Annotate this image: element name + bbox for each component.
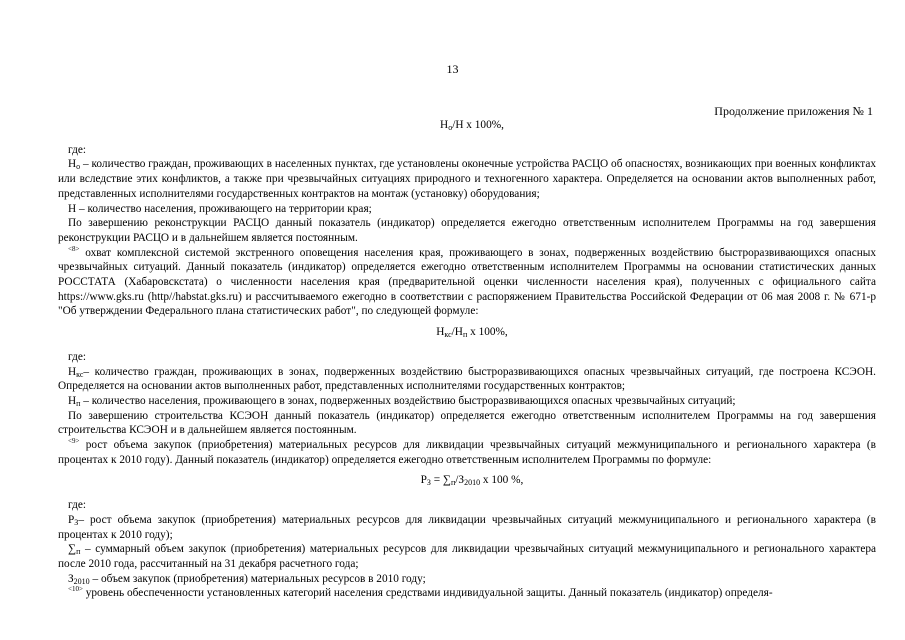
definition-text: – количество населения, проживающего в зонах, подверженных воздействию быстроразвивающихся опасных чрезвычайных ситуаций; [80,394,736,407]
document-body [58,118,876,601]
formula-2 [58,325,876,340]
footnote-text: уровень обеспеченности установленных категорий населения средствами индивидуальной защиты. Данный показатель (индикатор) определя- [82,587,773,600]
definition-nks [58,365,876,394]
formula-3-divisor: /З [455,474,465,487]
definition-n: Н – количество населения, проживающего на территории края; [68,202,372,215]
footnote-text: рост объема закупок (приобретения) материальных ресурсов для ликвидации чрезвычайных ситуаций межмуниципального и регионального характера (в процентах к 2010 году). Данный показатель (индикатор) определяется ежегодно ответственным исполнителем Программы по формуле: [58,439,876,466]
formula-2-subscript-a: кс [444,330,452,340]
formula-3-subscript-a: З [426,478,431,488]
symbol: ∑ [68,543,77,556]
where-label-2: где: [68,350,86,363]
formula-1-subscript: о [448,123,453,132]
formula-3-subscript-b: п [450,478,456,488]
symbol-subscript: кс [76,369,84,379]
symbol-subscript: 2010 [73,576,90,586]
formula-3-subscript-c: 2010 [464,478,481,488]
definition-z2010 [58,572,876,587]
symbol: Н [68,365,77,378]
footnote-8 [58,246,876,320]
where-label-3: где: [68,499,86,512]
footnote-mark: <9> [68,437,80,446]
formula-3-symbol: Р [420,474,427,487]
symbol-subscript: З [74,517,79,527]
definition-sum [58,542,876,571]
symbol: Н [68,394,77,407]
symbol-subscript: о [76,162,81,172]
where-label-1: где: [68,143,86,156]
footnote-9 [58,438,876,467]
page-number: 13 [446,62,459,76]
definition-text: – объем закупок (приобретения) материальных ресурсов в 2010 году; [89,572,426,585]
formula-2-symbol: Н [436,326,445,339]
formula-2-rest: х 100%, [467,326,508,339]
definition-np [58,394,876,409]
formula-2-subscript-b: п [462,330,468,340]
formula-1-rest: /Н х 100%, [452,119,504,131]
footnote-text: охват комплексной системой экстренного оповещения населения края, проживающего в зонах, подверженных воздействию быстроразвивающихся опасных чрезвычайных ситуаций. Данный показатель (индикатор) определяется ежегодно ответственным исполнителем Программы на основании статистических данных РОССТАТА (Хабаровскстата) о численности населения края (предварительной оценки численности населения края), полученных с официального сайта https://www.gks.ru (http//habstat.gks.ru) и рассчитываемого ежегодно в соответствии с распоряжением Правительства Российской Федерации от 06 мая 2008 г. № 671-р "Об утверждении Федерального плана статистических работ", по следующей формуле: [58,246,876,318]
appendix-label: Продолжение приложения № 1 [714,104,873,118]
definition-rz [58,513,876,542]
footnote-mark: <8> [68,244,80,253]
formula-1 [58,118,876,133]
formula-3 [58,473,876,488]
paragraph-kseon: По завершению строительства КСЭОН данный показатель (индикатор) определяется ежегодно ответственным исполнителем Программы на год завершения строительства КСЭОН и в дальнейшем является постоянным. [58,409,876,437]
formula-1-symbol: Н [440,119,449,131]
formula-3-sum: = ∑ [430,474,451,487]
formula-3-rest: х 100 %, [480,474,524,487]
symbol: Р [68,513,75,526]
paragraph-rasco: По завершению реконструкции РАСЦО данный показатель (индикатор) определяется ежегодно ответственным исполнителем Программы на год завершения реконструкции РАСЦО и в дальнейшем является постоянным. [58,217,876,244]
definition-text: – количество граждан, проживающих в населенных пунктах, где установлены оконечные устройства РАСЦО об опасностях, возникающих при военных конфликтах или вследствие этих конфликтов, а также при чрезвычайных ситуациях природного и техногенного характера. Определяется на основании актов выполненных работ, представленных исполнителями государственных контрактов на монтаж (установку) оборудования; [58,158,876,200]
definition-no [58,157,876,201]
definition-text: – рост объема закупок (приобретения) материальных ресурсов для ликвидации чрезвычайных ситуаций межмуниципального и регионального характера (в процентах к 2010 году); [58,513,876,541]
footnote-mark: <10> [68,585,83,594]
footnote-10 [58,586,876,601]
symbol: З [68,572,74,585]
symbol: Н [68,158,77,171]
definition-text: – суммарный объем закупок (приобретения) материальных ресурсов для ликвидации чрезвычайных ситуаций межмуниципального и регионального характера после 2010 года, рассчитанный на 31 декабря расчетного года; [58,543,876,570]
symbol-subscript: п [76,398,81,408]
formula-2-divisor: /Н [451,326,463,339]
definition-text: – количество граждан, проживающих в зонах, подверженных воздействию быстроразвивающихся опасных чрезвычайных ситуаций, где построена КСЭОН. Определяется на основании актов выполненных работ, представленных исполнителями государственных контрактов; [58,365,876,393]
symbol-subscript: п [76,547,81,557]
